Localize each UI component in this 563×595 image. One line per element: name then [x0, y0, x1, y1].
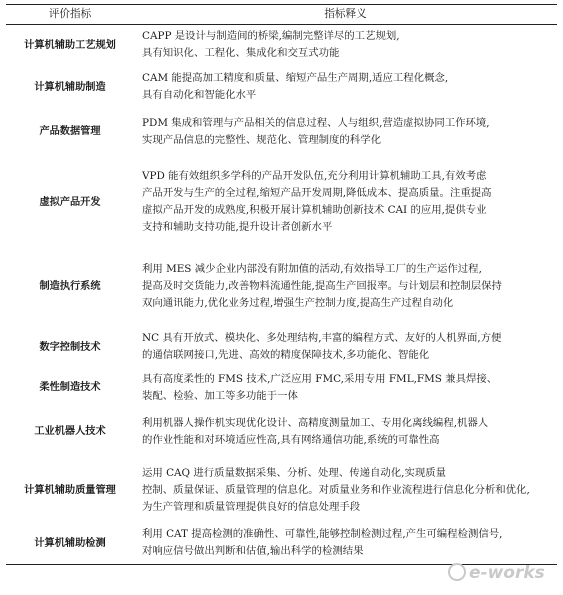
definition-line: 实现产品信息的完整性、规范化、管理制度的科学化	[142, 133, 381, 146]
indicator-name: 工业机器人技术	[34, 426, 106, 437]
definition-line: 利用 MES 减少企业内部没有附加值的活动,有效指导工厂的生产运作过程,	[142, 263, 482, 275]
indicator-name: 数字控制技术	[39, 341, 101, 353]
indicator-definition	[134, 324, 557, 371]
table-row	[6, 155, 557, 250]
definition-line: 为生产管理和质量管理提供良好的信息处理手段	[142, 501, 361, 513]
indicator-definition	[134, 250, 557, 324]
definition-line: 控制、质量保证、质量管理的信息化。对质量业务和作业流程进行信息化分析和优化,	[142, 484, 530, 496]
definition-line: 支持和辅助支持功能,提升设计者创新水平	[142, 221, 333, 233]
definition-line: CAPP 是设计与制造间的桥梁,编制完整详尽的工艺规划,	[142, 30, 400, 43]
table-body	[6, 25, 557, 565]
indicator-definition	[134, 523, 557, 565]
definition-line: 装配、检验、加工等多功能于一体	[142, 389, 298, 402]
definition-line: 对响应信号做出判断和估值,输出科学的检测结果	[142, 545, 364, 558]
table-row	[6, 459, 557, 523]
indicator-name: 产品数据管理	[39, 126, 101, 137]
table-row	[6, 324, 557, 371]
indicator-name: 计算机辅助制造	[34, 81, 106, 93]
definition-line: 利用机器人操作机实现优化设计、高精度测量加工、专用化离线编程,机器人	[142, 416, 489, 429]
indicator-definition	[134, 405, 557, 459]
table-row	[6, 405, 557, 459]
table-row	[6, 25, 557, 66]
definition-line: 的通信联网接口,先进、高效的精度保障技术,多功能化、智能化	[142, 349, 430, 361]
table-row	[6, 250, 557, 324]
definition-line: VPD 能有效组织多学科的产品开发队伍,充分利用计算机辅助工具,有效考虑	[142, 170, 487, 182]
indicator-definition	[134, 25, 557, 66]
indicator-name: 计算机辅助检测	[6, 523, 134, 565]
definition-line: 提高及时交货能力,改善物料流通性能,提高生产回报率。与计划层和控制层保持	[142, 280, 502, 292]
definition-line: PDM 集成和管理与产品相关的信息过程、人与组织,营造虚拟协同工作环境,	[142, 116, 490, 129]
definition-line: 虚拟产品开发的成熟度,积极开展计算机辅助创新技术 CAI 的应用,提供专业	[142, 204, 487, 216]
watermark-globe-icon	[449, 564, 465, 580]
indicator-table	[6, 4, 557, 565]
definition-line: 的作业性能和对环境适应性高,具有网络通信功能,系统的可靠性高	[142, 433, 440, 446]
indicator-name: 制造执行系统	[39, 281, 101, 292]
definition-line: 具有自动化和智能化水平	[142, 89, 257, 101]
indicator-name: 虚拟产品开发	[39, 196, 101, 208]
header-row	[6, 5, 557, 25]
definition-line: 产品开发与生产的全过程,缩短产品开发周期,降低成本、提高质量。注重提高	[142, 187, 492, 199]
indicator-name: 计算机辅助质量管理	[24, 485, 116, 496]
indicator-definition	[134, 155, 557, 250]
indicator-definition	[134, 371, 557, 405]
table-row	[6, 371, 557, 405]
header-indicator: 评价指标	[6, 5, 134, 25]
indicator-definition	[134, 66, 557, 109]
indicator-definition	[134, 459, 557, 523]
watermark-text: e-works	[469, 563, 545, 583]
table-row	[6, 66, 557, 109]
table-header	[6, 5, 557, 25]
definition-line: 具有知识化、工程化、集成化和交互式功能	[142, 47, 340, 60]
definition-line: NC 具有开放式、模块化、多处理结构,丰富的编程方式、友好的人机界面,方便	[142, 332, 502, 344]
indicator-name: 柔性制造技术	[39, 382, 101, 393]
table-row	[6, 523, 557, 565]
definition-line: CAM 能提高加工精度和质量、缩短产品生产周期,适应工程化概念,	[142, 72, 449, 84]
table-row	[6, 109, 557, 155]
definition-line: 运用 CAQ 进行质量数据采集、分析、处理、传递自动化,实现质量	[142, 467, 447, 479]
indicator-definition	[134, 109, 557, 155]
definition-line: 利用 CAT 提高检测的准确性、可靠性,能够控制检测过程,产生可编程检测信号,	[142, 528, 503, 541]
indicator-name: 计算机辅助工艺规划	[24, 39, 116, 51]
header-definition: 指标释义	[134, 5, 557, 25]
definition-line: 具有高度柔性的 FMS 技术,广泛应用 FMC,采用专用 FML,FMS 兼具焊接、	[142, 372, 498, 385]
definition-line: 双向通讯能力,优化业务过程,增强生产控制力度,提高生产过程自动化	[142, 297, 454, 309]
